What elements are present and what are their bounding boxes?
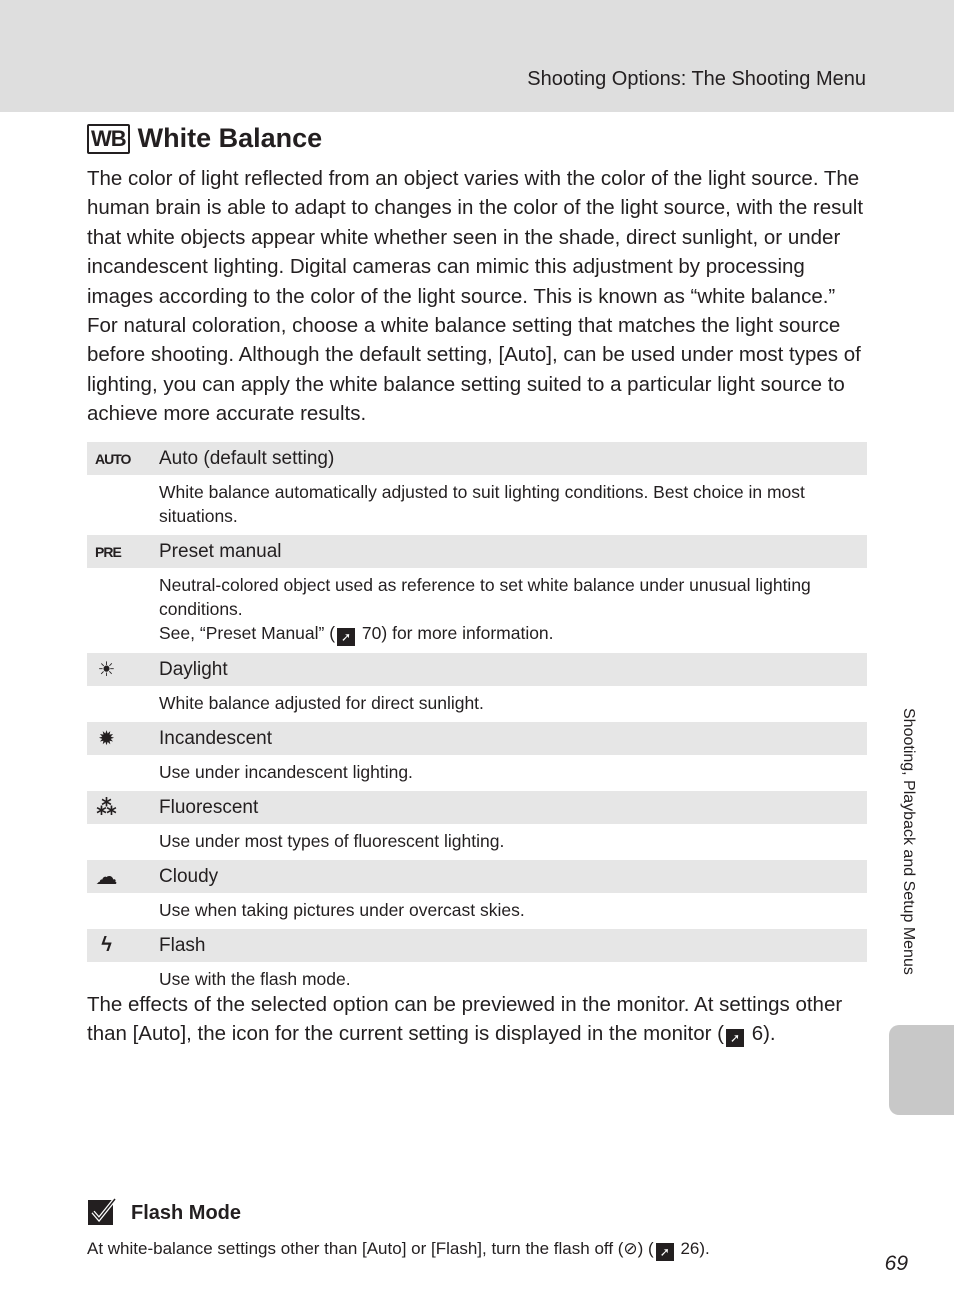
option-row-auto (87, 442, 867, 475)
cloud-icon: ☁ (95, 863, 117, 889)
option-description (87, 568, 867, 653)
page-reference-icon: ➚ (337, 628, 355, 646)
incandescent-icon: ✹ (98, 728, 114, 750)
side-tab-text: Shooting, Playback and Setup Menus (900, 708, 917, 975)
option-label: Daylight (159, 658, 228, 680)
option-description-text: Use under incandescent lighting. (159, 762, 413, 782)
page-number: 69 (884, 1252, 908, 1275)
note-title: Flash Mode (131, 1202, 242, 1224)
option-label: Cloudy (159, 865, 219, 887)
option-row-daylight (87, 653, 867, 686)
option-label: Preset manual (159, 540, 282, 562)
white-balance-icon: WB (87, 124, 130, 154)
option-description-reference (159, 621, 837, 646)
closing-tail: ). (763, 1022, 776, 1046)
option-description-text: Neutral-colored object used as reference to set white balance under unusual lighting conditions. (159, 575, 811, 619)
header-band (0, 0, 954, 112)
option-label: Flash (159, 934, 206, 956)
option-row-fluorescent (87, 791, 867, 824)
auto-icon: AUTO (95, 450, 131, 467)
note-text-mid: ) ( (637, 1239, 654, 1258)
page-reference-icon: ➚ (656, 1243, 674, 1261)
sun-icon: ☀ (97, 659, 115, 681)
option-row-cloudy (87, 860, 867, 893)
option-description (87, 475, 867, 535)
option-label: Incandescent (159, 727, 273, 749)
option-description (87, 686, 867, 722)
white-balance-options-table (87, 442, 867, 998)
closing-text: The effects of the selected option can be previewed in the monitor. At settings other than [Auto], the icon for the current setting is displayed in the monitor ( (87, 993, 843, 1046)
header-title: Shooting Options: The Shooting Menu (527, 68, 866, 90)
option-description-text: White balance automatically adjusted to suit lighting conditions. Best choice in most situations. (159, 482, 805, 526)
closing-paragraph (87, 990, 867, 1049)
intro-paragraph: The color of light reflected from an object varies with the color of the light source. The human brain is able to adapt to changes in the color of the light source, with the result that white objects appear white whether seen in the shade, direct sunlight, or under incandescent lighting. Digital cameras can mimic this adjustment by processing images according to the color of the light source. This is known as “white balance.” For natural coloration, choose a white balance setting that matches the light source before shooting. Although the default setting, [Auto], can be used under most types of lighting, you can apply the white balance setting suited to a particular light source to achieve more accurate results. (87, 167, 864, 426)
flash-icon: ϟ (101, 934, 111, 956)
note-text-after: ). (699, 1239, 710, 1258)
closing-reference-page: 6 (751, 1022, 764, 1046)
section-title-text: White Balance (137, 123, 323, 153)
reference-prefix: See, “Preset Manual” ( (159, 623, 336, 643)
flash-off-icon: ⊘ (623, 1239, 638, 1258)
note-text-before: At white-balance settings other than [Auto] or [Flash], turn the flash off ( (87, 1239, 624, 1258)
note-text (87, 1239, 867, 1261)
side-tab-marker (889, 1025, 954, 1115)
option-description (87, 755, 867, 791)
side-tab-label (892, 708, 922, 1008)
reference-page: 70 (361, 623, 382, 643)
option-description-text: Use with the flash mode. (159, 969, 351, 989)
note-reference-page: 26 (680, 1239, 700, 1258)
option-row-flash (87, 929, 867, 962)
section-title (87, 123, 322, 154)
reference-suffix: ) for more information. (381, 623, 554, 643)
page-reference-icon: ➚ (726, 1029, 744, 1047)
fluorescent-icon: ⁂ (96, 797, 116, 819)
option-description-text: White balance adjusted for direct sunlight. (159, 693, 484, 713)
option-row-incandescent (87, 722, 867, 755)
option-label: Fluorescent (159, 796, 259, 818)
preset-manual-icon: PRE (95, 543, 121, 560)
option-row-preset-manual (87, 535, 867, 568)
note-check-icon (87, 1196, 117, 1226)
option-description-text: Use under most types of fluorescent lighting. (159, 831, 505, 851)
option-description (87, 893, 867, 929)
option-label: Auto (default setting) (159, 447, 335, 469)
option-description-text: Use when taking pictures under overcast skies. (159, 900, 525, 920)
option-description (87, 824, 867, 860)
